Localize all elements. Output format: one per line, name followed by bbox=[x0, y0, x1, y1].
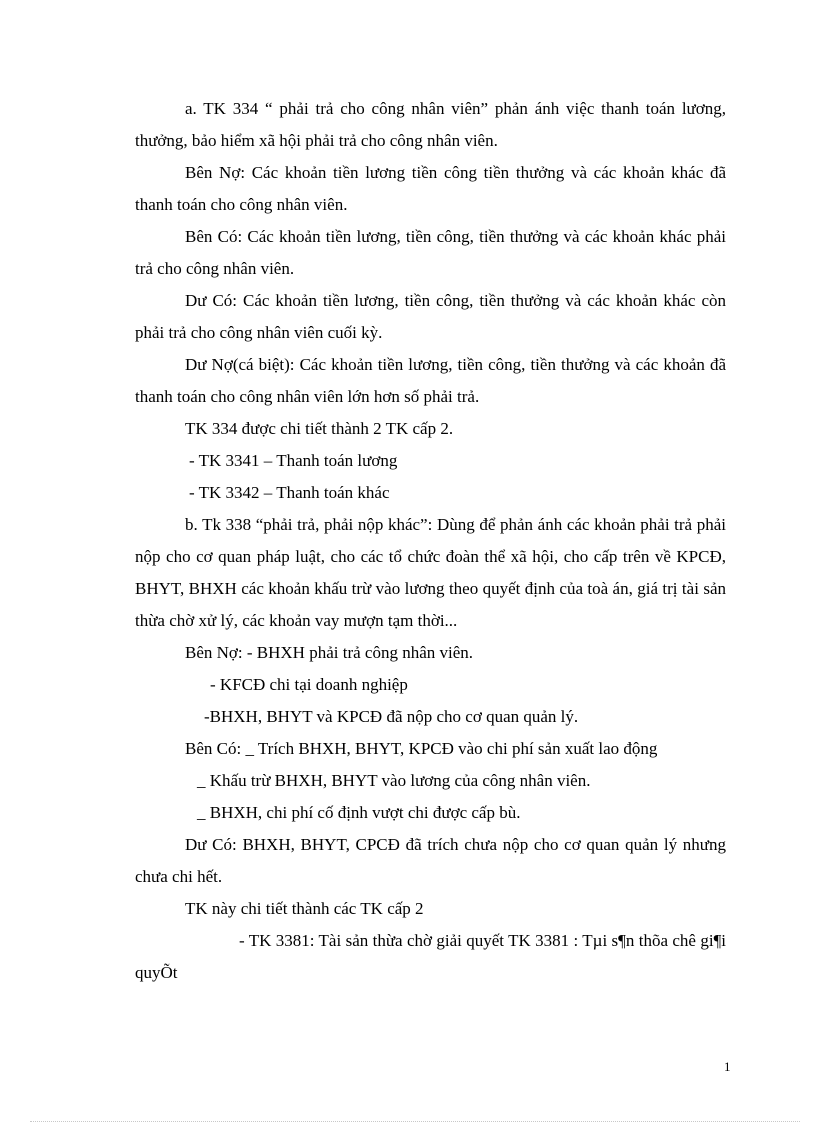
paragraph-tk338-detail: TK này chi tiết thành các TK cấp 2 bbox=[185, 899, 424, 918]
paragraph-tk338-ben-co: Bên Có: _ Trích BHXH, BHYT, KPCĐ vào chi phí sản xuất lao động bbox=[185, 739, 658, 758]
paragraph-tk334-ben-co: Bên Có: Các khoản tiền lương, tiền công, tiền thưởng và các khoản khác phải trả cho công nhân viên. bbox=[135, 227, 726, 278]
page-number: 1 bbox=[724, 1059, 731, 1074]
paragraph-tk338-ben-no: Bên Nợ: - BHXH phải trả công nhân viên. bbox=[185, 643, 474, 662]
list-item-tk3381: - TK 3381: Tài sản thừa chờ giải quyết TK 3381 : Tµi s¶n thõa chê gi¶i quyÕt bbox=[135, 931, 726, 982]
paragraph-tk334-detail: TK 334 được chi tiết thành 2 TK cấp 2. bbox=[185, 419, 454, 438]
list-item-cap-bu: _ BHXH, chi phí cố định vượt chi được cấp bù. bbox=[197, 803, 521, 822]
paragraph-tk334-du-no: Dư Nợ(cá biệt): Các khoản tiền lương, tiền công, tiền thưởng và các khoản đã thanh toán cho công nhân viên lớn hơn số phải trả. bbox=[135, 355, 726, 406]
paragraph-tk338-du-co: Dư Có: BHXH, BHYT, CPCĐ đã trích chưa nộp cho cơ quan quản lý nhưng chưa chi hết. bbox=[135, 835, 726, 886]
document-body bbox=[135, 93, 726, 989]
list-item-bhxh-nop: -BHXH, BHYT và KPCĐ đã nộp cho cơ quan quản lý. bbox=[204, 707, 579, 726]
list-item-kfcd: - KFCĐ chi tại doanh nghiệp bbox=[210, 675, 408, 694]
page-footer-divider bbox=[30, 1121, 800, 1122]
list-item-khau-tru: _ Khấu trừ BHXH, BHYT vào lương của công nhân viên. bbox=[197, 771, 591, 790]
paragraph-tk334-ben-no: Bên Nợ: Các khoản tiền lương tiền công tiền thưởng và các khoản khác đã thanh toán cho công nhân viên. bbox=[135, 163, 726, 214]
list-item-tk3342: - TK 3342 – Thanh toán khác bbox=[189, 483, 390, 502]
paragraph-tk334-intro: a. TK 334 “ phải trả cho công nhân viên” phản ánh việc thanh toán lương, thưởng, bảo hiểm xã hội phải trả cho công nhân viên. bbox=[135, 99, 726, 150]
paragraph-tk338-intro: b. Tk 338 “phải trả, phải nộp khác”: Dùng để phản ánh các khoản phải trả phải nộp cho cơ quan pháp luật, cho các tổ chức đoàn thể xã hội, cho cấp trên về KPCĐ, BHYT, BHXH các khoản khấu trừ vào lương theo quyết định của toà án, giá trị tài sản thừa chờ xử lý, các khoản vay mượn tạm thời... bbox=[135, 515, 726, 630]
list-item-tk3341: - TK 3341 – Thanh toán lương bbox=[189, 451, 398, 470]
paragraph-tk334-du-co: Dư Có: Các khoản tiền lương, tiền công, tiền thưởng và các khoản khác còn phải trả cho công nhân viên cuối kỳ. bbox=[135, 291, 726, 342]
